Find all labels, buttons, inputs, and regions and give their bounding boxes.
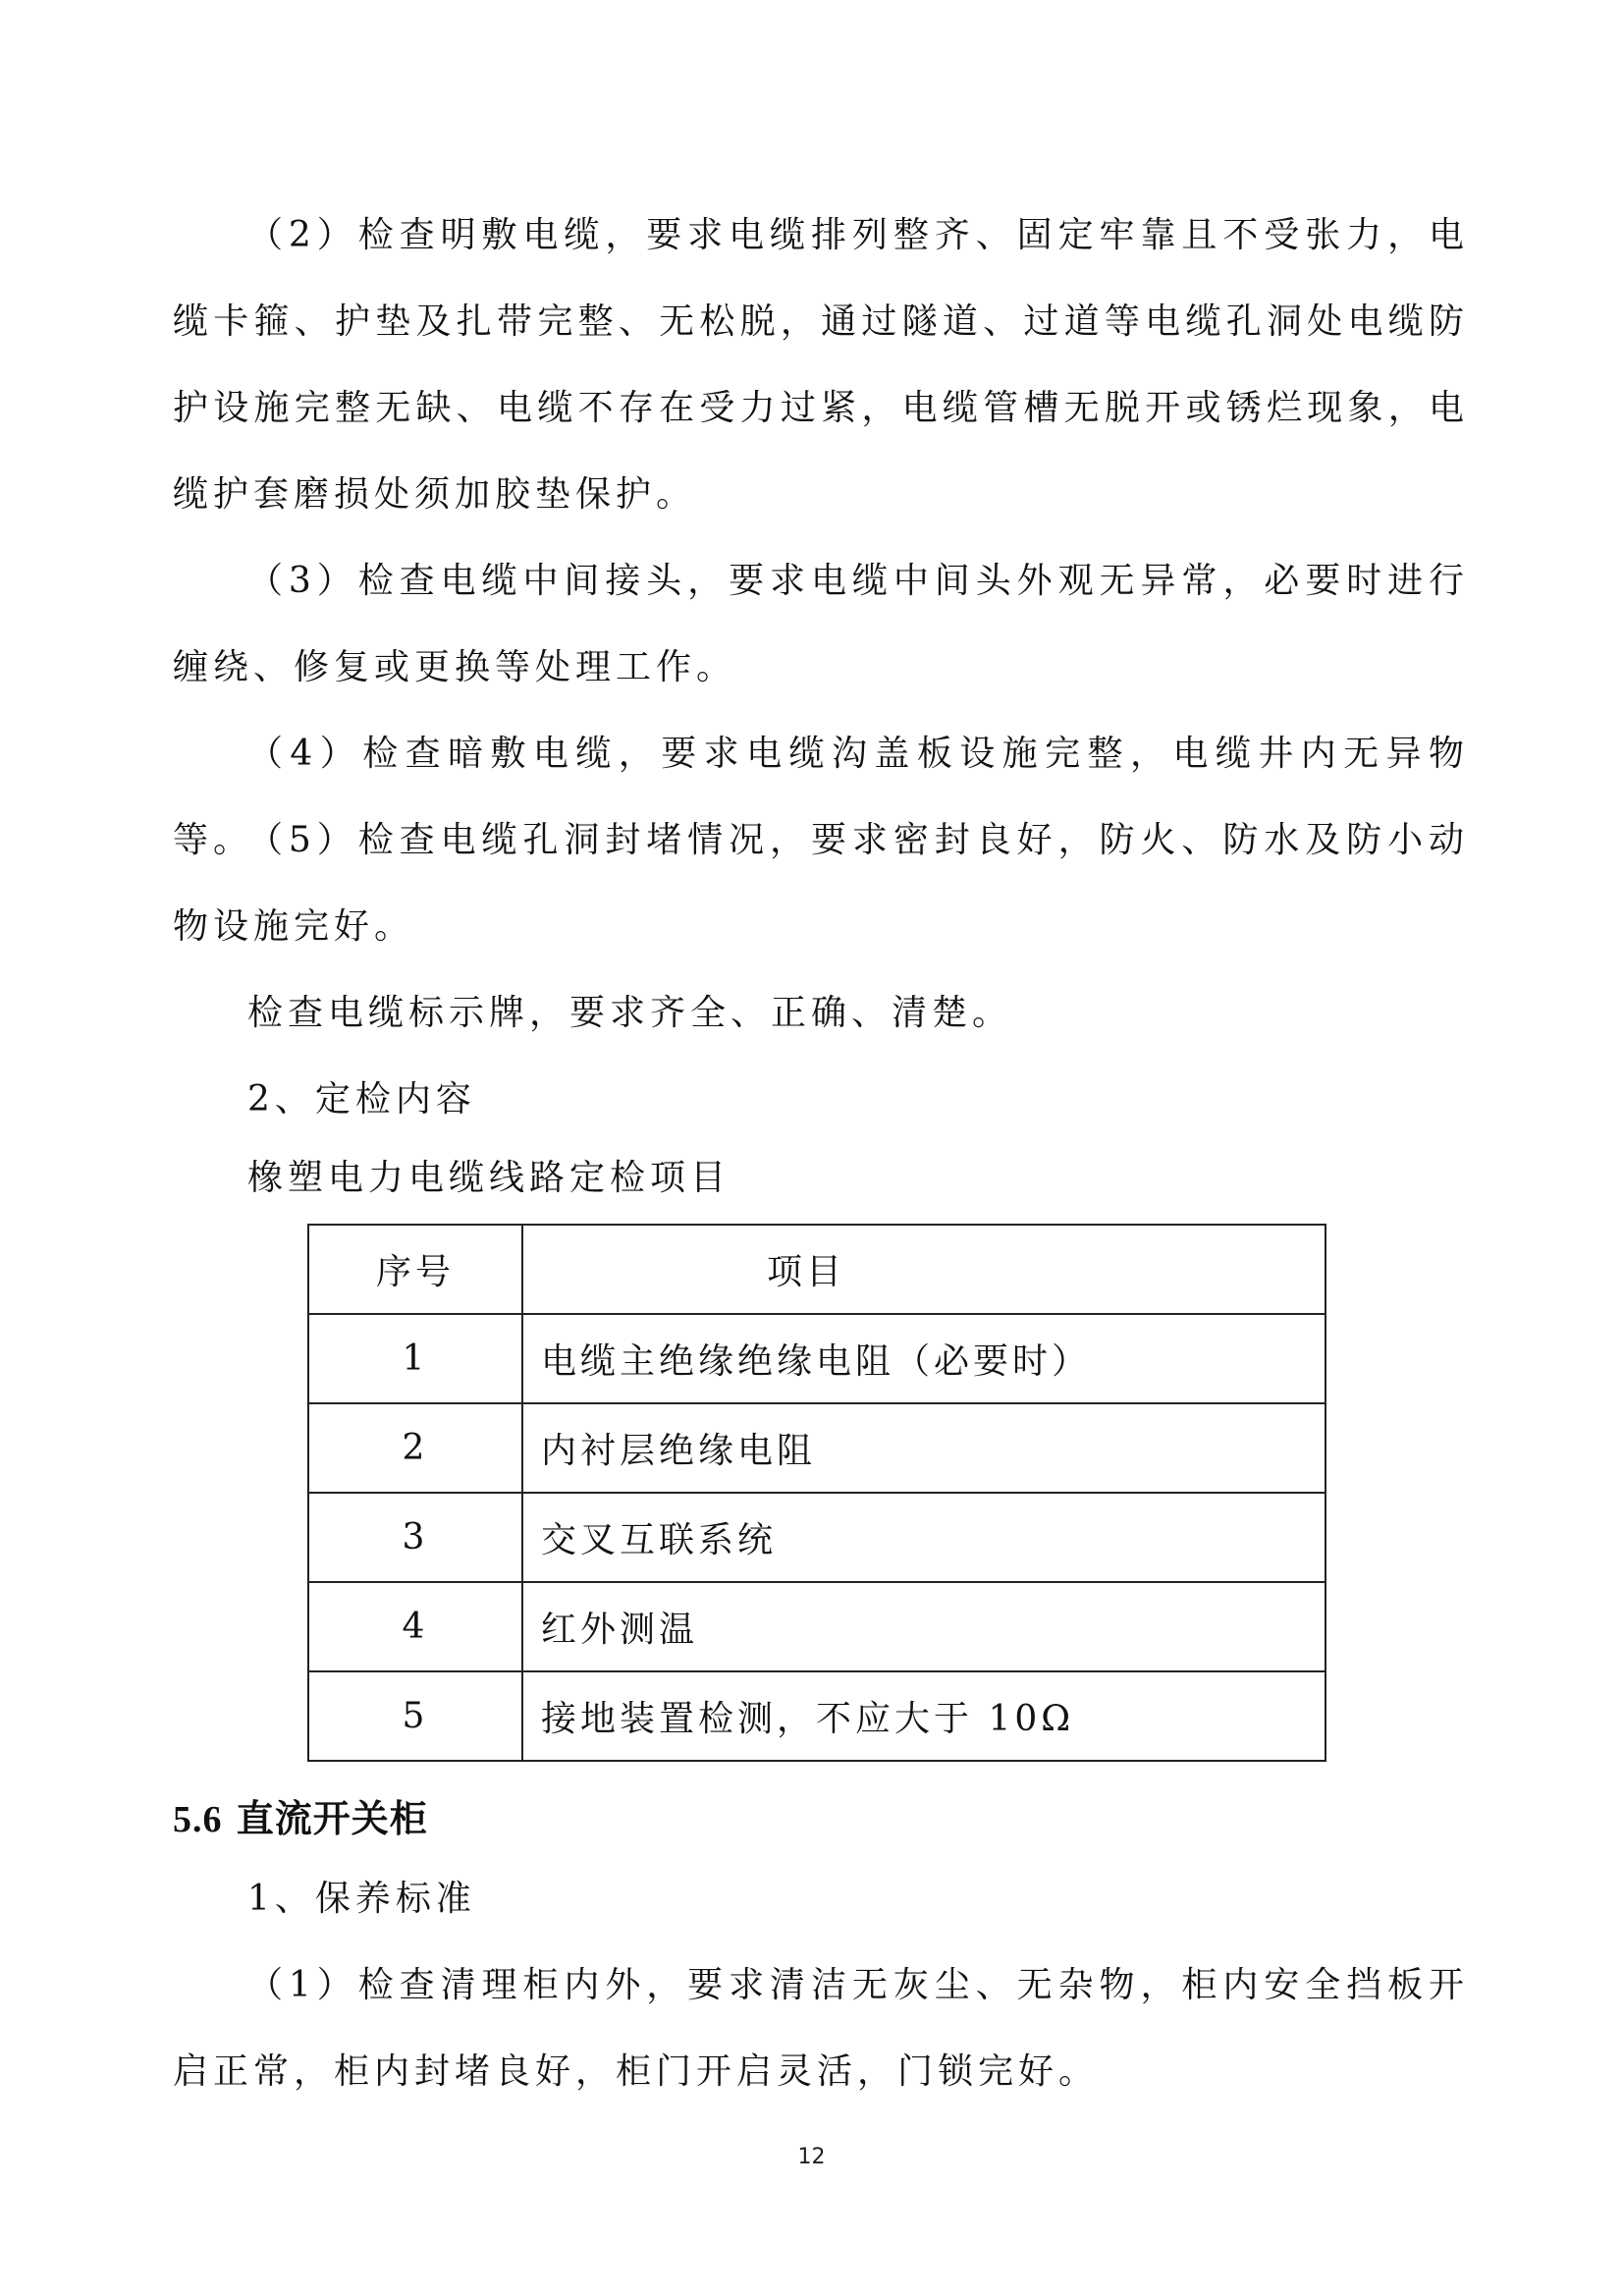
table-cell-item: 电缆主绝缘绝缘电阻（必要时） xyxy=(522,1314,1325,1403)
table-cell-number: 5 xyxy=(308,1671,522,1761)
table-row xyxy=(308,1493,1325,1582)
section-number: 5.6 xyxy=(173,1799,223,1840)
paragraph-concealed-cable-check: （4）检查暗敷电缆，要求电缆沟盖板设施完整，电缆井内无异物等。 xyxy=(173,734,1469,860)
page-number: 12 xyxy=(797,2145,826,2169)
table-header-number: 序号 xyxy=(308,1225,522,1314)
paragraph-exposed-cable-check: （2）检查明敷电缆，要求电缆排列整齐、固定牢靠且不受张力，电缆卡箍、护垫及扎带完整、无松脱，通过隧道、过道等电缆孔洞处电缆防护设施完整无缺、电缆不存在受力过紧，电缆管槽无脱开或锈烂现象，电缆护套磨损处须加胶垫保护。 xyxy=(173,215,1469,515)
table-cell-item: 内衬层绝缘电阻 xyxy=(522,1403,1325,1493)
subheading-periodic-inspection: 2、定检内容 xyxy=(247,1079,476,1120)
paragraph-cable-hole-seal-check: （5）检查电缆孔洞封堵情况，要求密封良好，防火、防水及防小动物设施完好。 xyxy=(173,820,1469,947)
table-cell-number: 1 xyxy=(308,1314,522,1403)
inspection-items-table xyxy=(307,1224,1326,1762)
table-cell-number: 3 xyxy=(308,1493,522,1582)
section-title: 直流开关柜 xyxy=(236,1796,428,1840)
section-heading xyxy=(173,1776,428,1863)
table-cell-item: 接地装置检测，不应大于 10Ω xyxy=(522,1671,1325,1761)
table-cell-item: 交叉互联系统 xyxy=(522,1493,1325,1582)
paragraph-cable-joint-check: （3）检查电缆中间接头，要求电缆中间头外观无异常，必要时进行缠绕、修复或更换等处理工作。 xyxy=(173,561,1469,687)
table-header-row xyxy=(308,1225,1325,1314)
table-row xyxy=(308,1403,1325,1493)
table-row xyxy=(308,1582,1325,1671)
table-cell-number: 4 xyxy=(308,1582,522,1671)
table-cell-number: 2 xyxy=(308,1403,522,1493)
table-caption: 橡塑电力电缆线路定检项目 xyxy=(247,1158,731,1198)
subheading-maintenance-standard: 1、保养标准 xyxy=(247,1879,476,1919)
table-row xyxy=(308,1314,1325,1403)
table-header-item: 项目 xyxy=(522,1225,1325,1314)
paragraph-cabinet-cleaning-check: （1）检查清理柜内外，要求清洁无灰尘、无杂物，柜内安全挡板开启正常，柜内封堵良好，柜门开启灵活，门锁完好。 xyxy=(173,1965,1469,2092)
paragraph-cable-sign-check: 检查电缆标示牌，要求齐全、正确、清楚。 xyxy=(247,993,1013,1033)
table-row xyxy=(308,1671,1325,1761)
table-cell-item: 红外测温 xyxy=(522,1582,1325,1671)
